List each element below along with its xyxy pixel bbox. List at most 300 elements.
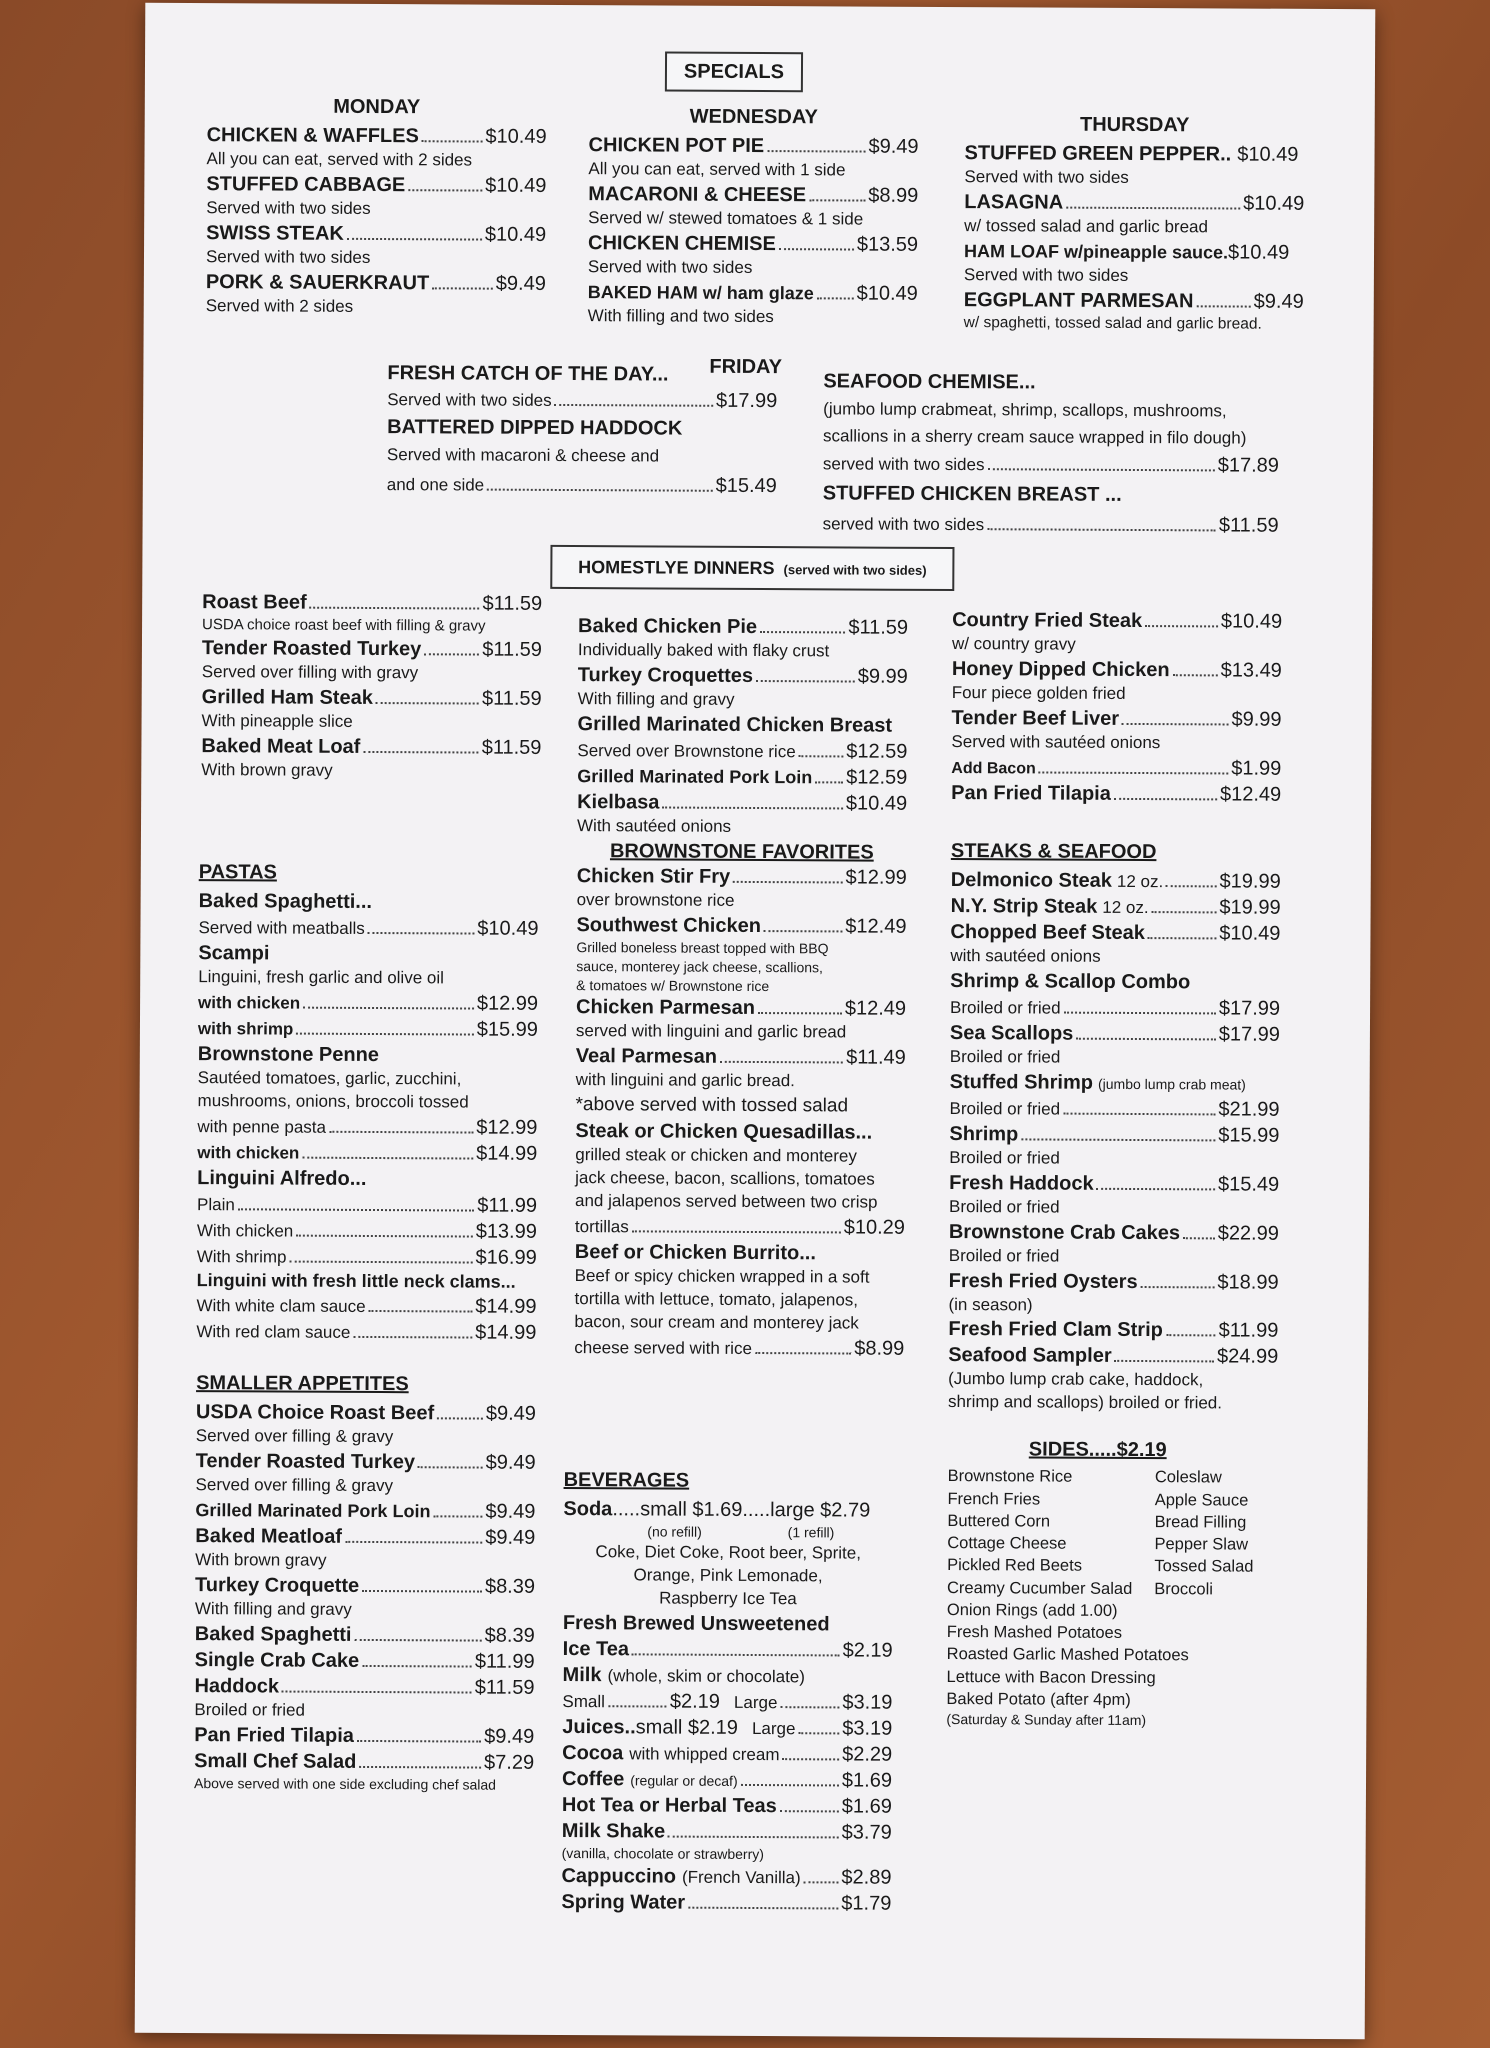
menu-item [387,471,777,499]
menu-item [196,1318,536,1346]
homestyle-subtitle: (served with two sides) [783,562,927,578]
item-desc: tortillas [574,1216,629,1237]
item-price: $18.99 [1217,1270,1279,1294]
item-price: $8.99 [868,184,919,207]
item-name: Pan Fried Tilapia [194,1723,354,1747]
item-desc: grilled steak or chicken and monterey [575,1144,857,1166]
item-name: Baked Chicken Pie [578,615,758,639]
item-name: Chicken Stir Fry [576,864,731,888]
menu-item [951,867,1281,895]
item-desc: All you can eat, served with 2 sides [206,149,473,170]
item-name: Brownstone Penne [197,1043,380,1066]
item-price: $12.59 [846,766,908,789]
item-price: $11.59 [474,1676,535,1699]
item-name: Linguini with fresh little neck clams... [196,1269,516,1292]
item-price: $14.99 [476,1142,538,1165]
favorites-heading: BROWNSTONE FAVORITES [609,840,874,864]
item-price: $9.49 [1253,290,1304,313]
menu-item [561,1863,891,1891]
item-price: $11.99 [477,1194,538,1217]
item-desc: Served with macaroni & cheese and [386,445,660,466]
item-name: SWISS STEAK [206,221,344,245]
item-name: SEAFOOD CHEMISE... [823,370,1036,394]
item-price: $17.99 [716,389,778,413]
item-price: .....small $1.69.....large $2.79 [612,1498,871,1522]
item-desc: Broiled or fried [948,1196,1060,1217]
menu-item [949,1170,1279,1198]
menu-item [952,656,1282,684]
item-price: $10.49 [1219,922,1281,945]
item-desc: (in season) [948,1294,1033,1314]
item-price: $1.79 [841,1892,892,1915]
item-name: Honey Dipped Chicken [951,657,1170,682]
menu-item [575,1213,905,1241]
item-price: $13.59 [856,233,919,256]
menu-item [197,1217,537,1245]
menu-item [964,238,1304,266]
item-desc: Beef or spicy chicken wrapped in a soft [574,1265,870,1287]
item-price: $12.99 [476,1116,538,1139]
item-price: $11.59 [481,736,542,760]
item-name: Stuffed Shrimp [949,1070,1094,1094]
item-desc: Served over Brownstone rice [577,740,796,762]
item-note: (vanilla, chocolate or strawberry) [561,1844,764,1862]
menu-item [197,1191,537,1219]
item-price: $11.59 [481,687,542,711]
item-price: $12.49 [1219,783,1282,806]
menu-item [201,733,541,761]
item-name: Haddock [194,1675,280,1698]
item-desc: served with two sides [822,454,985,475]
item-name: STUFFED CABBAGE [206,173,406,197]
item-name: USDA Choice Roast Beef [195,1401,435,1425]
item-price: $10.49 [845,792,908,815]
side-item: Lettuce with Bacon Dressing [946,1667,1156,1687]
item-desc: With filling and two sides [587,305,774,326]
side-item: Pickled Red Beets [947,1556,1083,1576]
item-name: Fresh Fried Clam Strip [948,1318,1163,1342]
item-size: 12 oz. [1116,871,1164,891]
menu-item [562,1688,892,1716]
item-price: $17.99 [1218,1023,1280,1046]
menu-item [950,1020,1280,1048]
menu-item [206,220,546,248]
menu-item [206,269,546,297]
item-name: Tender Roasted Turkey [201,637,422,661]
side-item: Roasted Garlic Mashed Potatoes [946,1645,1189,1665]
friday-left [387,360,778,499]
menu-item [562,1740,892,1768]
item-name: Country Fried Steak [952,609,1143,633]
item-name: Tender Beef Liver [951,706,1120,730]
item-price: $10.49 [1243,192,1305,215]
menu-item [949,1095,1279,1123]
menu-item [387,386,777,414]
menu-item [950,994,1280,1022]
item-price: $14.99 [475,1295,537,1319]
menu-item [577,737,907,765]
item-desc: Served over filling with gravy [201,662,419,683]
item-name: MACARONI & CHEESE [588,183,807,207]
item-name: Shrimp & Scallop Combo [950,969,1191,994]
item-price: $2.89 [841,1866,892,1889]
item-name: Baked Spaghetti... [198,890,373,913]
item-name: HAM LOAF w/pineapple sauce. [963,240,1229,263]
item-price: $9.99 [857,665,908,688]
menu-item [949,1121,1279,1149]
menu-item [578,613,908,641]
item-price: $10.49 [1220,610,1283,633]
item-name: Ice Tea [562,1637,630,1661]
item-name: Cappuccino [561,1864,677,1888]
item-desc: Broiled or fried [949,1147,1060,1168]
soda-note: (1 refill) [787,1524,835,1541]
menu-item [949,1268,1279,1296]
menu-item [202,589,542,617]
menu-item [949,1219,1279,1247]
item-desc: Served with 2 sides [205,295,354,316]
item-price: $1.69 [841,1795,892,1818]
soda-note: (no refill) [647,1523,702,1540]
side-item: Fresh Mashed Potatoes [946,1623,1123,1643]
item-desc: With filling and gravy [577,689,735,709]
item-name: Pan Fried Tilapia [951,781,1111,805]
item-desc: Served with two sides [963,264,1129,285]
item-desc: and one side [386,475,485,495]
thursday-column [964,113,1305,336]
item-desc: cheese served with rice [574,1337,752,1358]
menu-item [195,1497,535,1525]
item-price: $9.99 [1231,708,1282,731]
item-price: $11.49 [846,1046,906,1070]
item-name: Baked Meatloaf [195,1525,343,1548]
item-price: $1.69 [841,1769,893,1792]
steaks-heading: STEAKS & SEAFOOD [950,839,1157,863]
side-item: Broccoli [1154,1579,1214,1599]
item-price: $10.49 [485,125,547,148]
menu-item [195,1647,535,1675]
item-name: EGGPLANT PARMESAN [963,288,1194,313]
menu-item [198,989,538,1017]
item-price: $22.99 [1217,1221,1279,1245]
item-desc: Broiled or fried [194,1700,305,1720]
item-desc: Grilled boneless breast topped with BBQ [576,938,829,957]
item-price: $17.89 [1217,454,1279,477]
item-name: Sea Scallops [949,1021,1074,1045]
item-name: Linguini Alfredo... [197,1166,367,1190]
menu-item [198,914,538,942]
menu-item [195,1523,535,1551]
item-name: Brownstone Crab Cakes [948,1220,1181,1244]
item-price: $8.99 [854,1337,905,1360]
item-desc: (jumbo lump crabmeat, shrimp, scallops, mushrooms, [823,399,1227,421]
menu-item [588,230,918,258]
item-desc: over brownstone rice [576,889,735,910]
item-price: $24.99 [1217,1345,1279,1369]
item-desc: served with linguini and garlic bread [575,1021,847,1042]
sides-left [947,1465,1133,1600]
menu-item [194,1722,534,1750]
item-price: $9.49 [485,1451,536,1474]
item-name: CHICKEN POT PIE [588,134,765,158]
item-price: $12.49 [844,997,907,1021]
item-desc: Served over filling & gravy [195,1475,394,1496]
menu-item [195,1572,535,1600]
item-desc: With shrimp [196,1246,287,1267]
item-desc: with shrimp [197,1019,294,1039]
menu-item [589,132,919,160]
item-name: Hot Tea or Herbal Teas [561,1793,777,1817]
item-price: $9.49 [868,135,919,158]
side-item: Apple Sauce [1154,1490,1249,1510]
item-name: Shrimp [949,1122,1019,1146]
item-price: $19.99 [1219,870,1281,893]
item-desc: w/ spaghetti, tossed salad and garlic bread. [963,313,1262,333]
smaller-heading: SMALLER APPETITES [196,1372,409,1396]
menu-item [577,789,907,817]
friday-heading: FRIDAY [709,355,783,379]
side-item: French Fries [947,1489,1041,1509]
wednesday-column [588,105,919,329]
item-desc: Plain [196,1194,235,1215]
item-desc: Served with two sides [964,167,1129,187]
menu-item [951,754,1281,782]
item-price: $12.49 [845,915,907,938]
item-name: Grilled Marinated Pork Loin [195,1500,431,1522]
sides-heading: SIDES.....$2.19 [1028,1438,1167,1462]
menu-item [823,450,1279,478]
item-name: FRESH CATCH OF THE DAY... [387,362,669,386]
item-name: Chopped Beef Steak [950,920,1146,944]
item-price: $10.49 [1228,241,1290,264]
item-name: BATTERED DIPPED HADDOCK [387,416,683,440]
menu-item [197,1243,537,1271]
item-price: $3.19 [842,1691,893,1714]
item-price: $11.99 [474,1650,535,1673]
item-note: (French Vanilla) [681,1867,801,1887]
item-name: Small Chef Salad [194,1749,357,1773]
friday-right [823,368,1280,538]
item-price: $10.49 [484,223,547,246]
item-desc: and jalapenos served between two crisp [575,1190,878,1212]
item-price: $21.99 [1218,1098,1280,1121]
item-name: Single Crab Cake [194,1649,360,1672]
item-name: Milk Shake [561,1819,666,1843]
item-desc: With red clam sauce [196,1322,351,1343]
menu-item [194,1673,534,1701]
item-name: Grilled Marinated Chicken Breast [577,712,893,737]
item-desc: w/ country gravy [951,634,1076,654]
menu-item [576,994,906,1022]
item-desc: mushrooms, onions, broccoli tossed [197,1090,469,1112]
menu-item [948,1316,1278,1344]
menu-item [561,1889,891,1917]
menu-item [562,1818,892,1846]
item-name: Coffee [561,1767,625,1791]
item-desc: Linguini, fresh garlic and olive oil [198,967,444,988]
item-name: CHICKEN & WAFFLES [206,124,419,148]
menu-item [576,912,906,940]
item-desc: Small [562,1691,606,1711]
menu-item [578,662,908,690]
item-desc: scallions in a sherry cream sauce wrapped in filo dough) [823,426,1247,448]
menu-item [198,1015,538,1043]
side-item: Pepper Slaw [1154,1535,1249,1554]
item-desc: Large [733,1692,778,1712]
menu-item [577,863,907,891]
monday-heading: MONDAY [333,95,421,119]
menu-item [951,780,1281,808]
item-desc: Broiled or fried [948,1245,1060,1266]
item-name: Seafood Sampler [948,1344,1112,1368]
menu-item [563,1496,893,1524]
item-price: $8.39 [484,1624,535,1647]
item-name: Beef or Chicken Burrito... [574,1240,816,1265]
item-price: $9.49 [495,272,546,295]
item-desc: with chicken [197,1142,300,1163]
side-note: (Saturday & Sunday after 11am) [946,1711,1147,1729]
item-price: $8.39 [484,1575,536,1598]
menu-item [588,279,918,307]
smaller-note: Above served with one side excluding chef salad [193,1774,497,1793]
item-price: $3.19 [842,1717,893,1740]
item-desc: with chicken [198,993,301,1013]
item-name: Turkey Croquettes [577,664,754,687]
item-desc: All you can eat, served with 1 side [588,159,846,180]
item-price: $1.99 [1231,757,1282,780]
item-name: Grilled Ham Steak [201,686,373,710]
thursday-heading: THURSDAY [1079,113,1190,137]
menu-item [207,122,547,150]
homestyle-title: HOMESTLYE DINNERS [578,557,775,579]
item-note: (regular or decaf) [630,1772,738,1789]
side-item: Onion Rings (add 1.00) [946,1600,1118,1620]
menu-item [197,1139,537,1167]
menu-item [562,1714,892,1742]
item-price: $15.99 [476,1018,539,1041]
item-name: Chicken Parmesan [576,996,756,1020]
item-desc: Four piece golden fried [951,682,1126,703]
item-price: $11.59 [1218,514,1279,537]
item-name: STUFFED CHICKEN BREAST ... [822,482,1122,506]
item-name: Grilled Marinated Pork Loin [577,765,813,788]
homestyle-col2 [574,613,908,1361]
item-desc: tortilla with lettuce, tomato, jalapenos, [574,1288,859,1310]
item-price: $9.49 [485,1500,536,1523]
pastas-heading: PASTAS [198,861,277,884]
menu-item [950,919,1280,947]
menu-item [950,1069,1280,1097]
item-desc: Served over filling & gravy [195,1426,394,1447]
menu-item [563,1662,893,1690]
item-desc: With white clam sauce [196,1296,366,1317]
item-desc: Served with two sides [587,256,753,277]
item-note: (whole, skim or chocolate) [607,1665,805,1686]
menu-item [952,705,1282,733]
item-price: $14.99 [475,1321,537,1345]
homestyle-col1 [201,589,542,784]
menu-item [952,607,1282,635]
item-price: $16.99 [475,1246,537,1269]
homestyle-col3 [946,607,1282,1731]
beverages-heading: BEVERAGES [563,1469,690,1492]
item-price: $9.49 [485,1402,536,1426]
soda-notes [563,1522,893,1543]
item-desc: with penne pasta [197,1116,327,1137]
menu-item [576,1043,906,1071]
pastas-column [194,861,539,1795]
item-price: $15.49 [1217,1173,1280,1196]
menu-item [577,763,907,791]
soda-list: Orange, Pink Lemonade, [633,1565,823,1586]
homestyle-header [550,545,954,591]
favorites-note: *above served with tossed salad [575,1094,849,1117]
item-name: Milk [562,1663,602,1686]
side-item: Brownstone Rice [947,1467,1073,1486]
menu-item [197,1113,537,1141]
side-item: Buttered Corn [947,1511,1051,1531]
item-price: $11.59 [482,638,542,662]
menu-item [196,1292,536,1320]
item-name: Veal Parmesan [575,1045,718,1069]
side-item: Creamy Cucumber Salad [946,1578,1133,1598]
item-price: $15.49 [715,474,777,498]
item-desc: With sautéed onions [576,815,732,836]
item-desc: served with two sides [822,514,985,535]
menu-item [964,189,1304,217]
item-price: $11.59 [848,616,909,639]
item-name: Add Bacon [951,759,1036,778]
item-desc: (Jumbo lump crab cake, haddock, [948,1369,1204,1390]
item-name: Soda [563,1498,613,1521]
item-name: Cocoa [562,1741,624,1765]
item-name: Roast Beef [202,591,307,614]
menu-item [194,1748,534,1776]
item-size: 12 oz. [1102,897,1149,917]
item-price: $9.49 [485,1526,536,1549]
item-desc: bacon, sour cream and monterey jack [574,1311,859,1333]
item-price: $10.49 [1237,143,1299,166]
item-name: Steak or Chicken Quesadillas... [575,1119,873,1144]
item-desc: Individually baked with flaky crust [577,640,830,661]
item-price: $13.49 [1220,659,1282,682]
sides-grid [947,1465,1278,1600]
item-price: $11.59 [482,592,543,615]
menu-item [195,1621,535,1649]
item-price: $10.49 [477,917,539,940]
item-desc: shrimp and scallops) broiled or fried. [947,1392,1223,1413]
item-desc: Sautéed tomatoes, garlic, zucchini, [197,1068,462,1089]
side-item: Cottage Cheese [947,1534,1067,1553]
item-price: $3.79 [841,1821,892,1844]
item-note: (jumbo lump crab meat) [1097,1075,1246,1093]
item-name: Juices.. [562,1715,636,1739]
item-name: BAKED HAM w/ ham glaze [587,281,814,304]
beverages-column [561,1469,893,1916]
item-name: Delmonico Steak [950,868,1112,892]
item-price: $17.99 [1218,997,1281,1020]
item-name: PORK & SAUERKRAUT [205,270,430,295]
menu-item [196,1448,536,1476]
menu-item [588,181,918,209]
sides-right [1154,1466,1254,1600]
item-price: $9.49 [484,1725,535,1748]
item-price: $7.29 [483,1751,535,1774]
item-name: Southwest Chicken [576,913,762,937]
menu-item [948,1342,1278,1370]
item-price: $2.19 [842,1639,893,1662]
menu-item [206,171,546,199]
